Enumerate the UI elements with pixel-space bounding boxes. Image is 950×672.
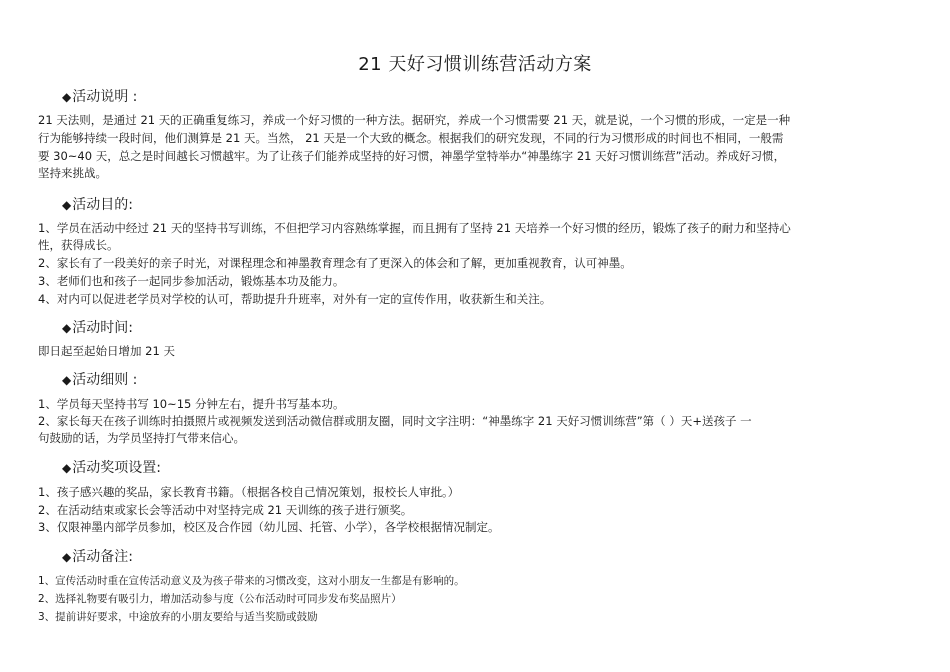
- heading-text: 活动时间:: [72, 320, 133, 336]
- awards-line: 2、在活动结束或家长会等活动中对坚持完成 21 天训练的孩子进行颁奖。: [38, 503, 413, 517]
- section-heading-rules: [62, 369, 137, 389]
- heading-text: 活动细则 :: [72, 372, 138, 388]
- diamond-bullet-icon: ◆: [62, 373, 72, 387]
- diamond-bullet-icon: ◆: [62, 550, 72, 564]
- purpose-line: 1、学员在活动中经过 21 天的坚持书写训练，不但把学习内容熟练掌握，而且拥有了坚持 21 天培养一个好习惯的经历，锻炼了孩子的耐力和坚持心: [38, 221, 791, 235]
- diamond-bullet-icon: ◆: [62, 90, 72, 104]
- section-heading-description: [62, 86, 137, 106]
- purpose-line: 3、老师们也和孩子一起同步参加活动，锻炼基本功及能力。: [38, 274, 345, 288]
- awards-line: 1、孩子感兴趣的奖品，家长教育书籍。（根据各校自己情况策划，报校长人审批。）: [38, 485, 460, 499]
- page-title: 21 天好习惯训练营活动方案: [358, 54, 592, 75]
- description-line: 行为能够持续一段时间，他们测算是 21 天。当然， 21 天是一个大致的概念。根据我们的研究发现，不同的行为习惯形成的时间也不相同，一般需: [38, 131, 784, 145]
- rules-line: 句鼓励的话，为学员坚持打气带来信心。: [38, 431, 245, 445]
- diamond-bullet-icon: ◆: [62, 321, 72, 335]
- purpose-line: 性，获得成长。: [38, 238, 119, 252]
- diamond-bullet-icon: ◆: [62, 198, 72, 212]
- description-line: 坚持来挑战。: [38, 166, 107, 180]
- awards-line: 3、仅限神墨内部学员参加，校区及合作园（幼儿园、托管、小学），各学校根据情况制定。: [38, 520, 500, 534]
- section-heading-time: [62, 317, 133, 337]
- heading-text: 活动说明 :: [72, 89, 138, 105]
- rules-line: 1、学员每天坚持书写 10~15 分钟左右，提升书写基本功。: [38, 397, 345, 411]
- section-heading-notes: [62, 546, 133, 566]
- rules-line: 2、家长每天在孩子训练时拍摄照片或视频发送到活动微信群或朋友圈，同时文字注明：“神墨练字 21 天好习惯训练营”第（ ）天+送孩子 一: [38, 414, 752, 428]
- heading-text: 活动奖项设置:: [72, 460, 161, 476]
- diamond-bullet-icon: ◆: [62, 461, 72, 475]
- time-line: 即日起至起始日增加 21 天: [38, 344, 175, 358]
- heading-text: 活动目的:: [72, 197, 133, 213]
- section-heading-purpose: [62, 194, 133, 214]
- section-heading-awards: [62, 457, 161, 477]
- description-line: 21 天法则，是通过 21 天的正确重复练习，养成一个好习惯的一种方法。据研究，养成一个习惯需要 21 天，就是说，一个习惯的形成，一定是一种: [38, 113, 791, 127]
- description-line: 要 30~40 天，总之是时间越长习惯越牢。为了让孩子们能养成坚持的好习惯，神墨学堂特举办“神墨练字 21 天好习惯训练营”活动。养成好习惯，: [38, 149, 786, 163]
- notes-line: 3、提前讲好要求，中途放弃的小朋友要给与适当奖励或鼓励: [38, 611, 318, 623]
- purpose-line: 4、对内可以促进老学员对学校的认可，帮助提升升班率，对外有一定的宣传作用，收获新生和关注。: [38, 292, 552, 306]
- notes-line: 1、宣传活动时重在宣传活动意义及为孩子带来的习惯改变，这对小朋友一生都是有影响的。: [38, 575, 465, 587]
- purpose-line: 2、家长有了一段美好的亲子时光，对课程理念和神墨教育理念有了更深入的体会和了解，更加重视教育，认可神墨。: [38, 256, 632, 270]
- notes-line: 2、选择礼物要有吸引力，增加活动参与度（公布活动时可同步发布奖品照片）: [38, 593, 402, 605]
- heading-text: 活动备注:: [72, 549, 133, 565]
